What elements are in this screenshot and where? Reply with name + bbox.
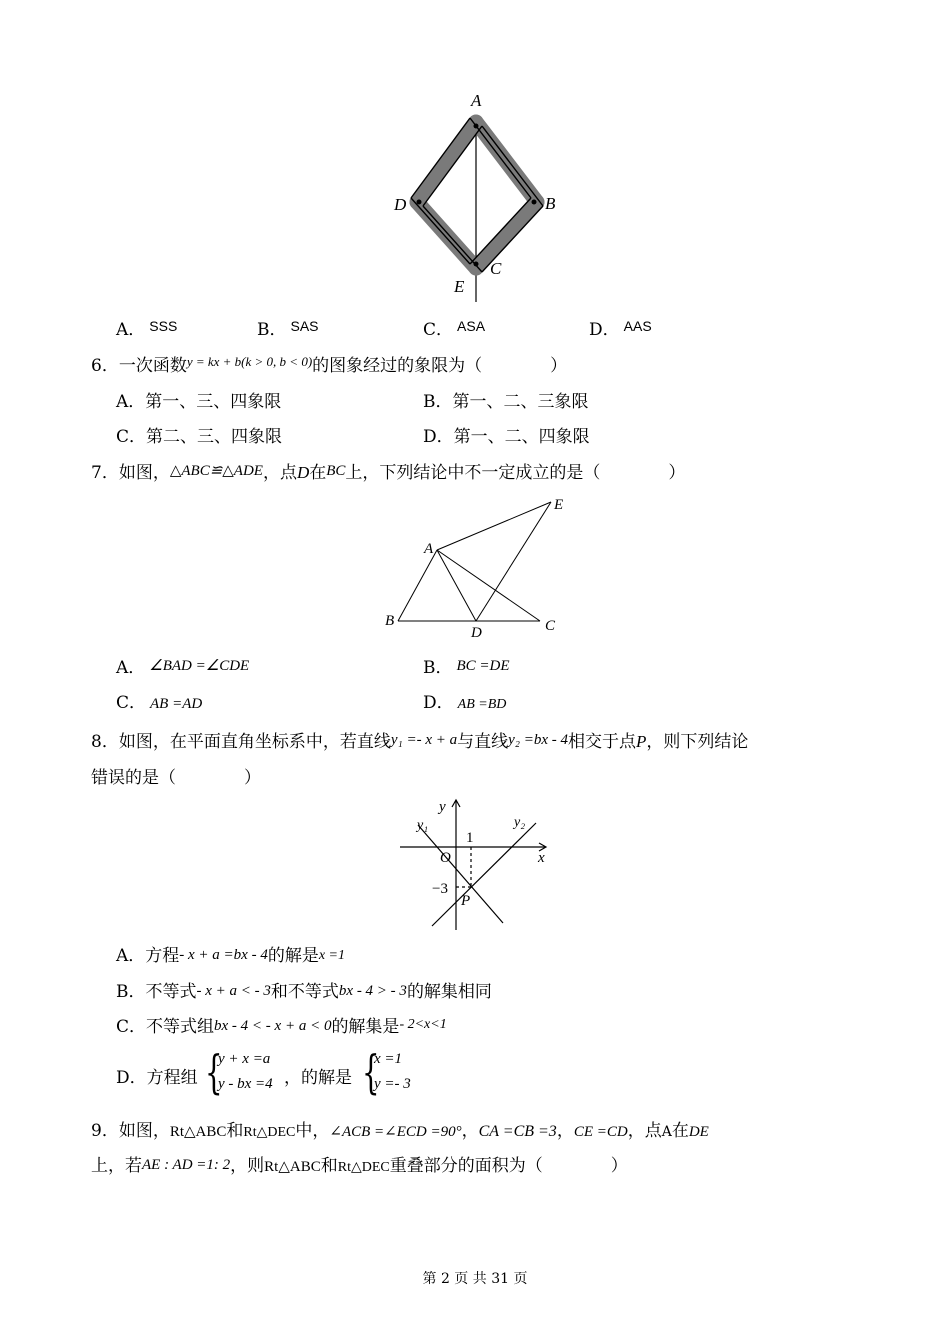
question-6: 6．一次函数$^{y = kx + b(k > 0, b < 0)}$的图象经过的象限为（ ） — [91, 354, 568, 376]
q5-option-d[interactable]: D． $^{AAS}$ — [589, 318, 652, 340]
fig3-label-y2: y₂ — [514, 815, 526, 830]
fig3-tick-neg3: −3 — [432, 881, 448, 897]
q8d-sol2: y =- 3 — [374, 1076, 411, 1092]
q8d-brace-right: { — [362, 1045, 380, 1099]
q6-formula: y = kx + b(k > 0, b < 0) — [186, 354, 313, 369]
q7-option-b[interactable]: B． BC =DE — [423, 658, 510, 678]
fig3-tick-1: 1 — [466, 830, 474, 846]
fig1-label-e: E — [454, 277, 465, 296]
fig3-point-p: P — [461, 893, 471, 909]
q8d-mid-text: ，的解是 — [284, 1068, 352, 1088]
q7-option-a[interactable]: A． ∠BAD =∠CDE — [116, 658, 250, 678]
q8d-brace-left: { — [205, 1045, 223, 1099]
q6-option-d[interactable]: D．第一、二、四象限 — [423, 427, 590, 447]
fig3-label-y1: y₁ — [417, 818, 429, 833]
page-footer: 第 2 页 共 31 页 — [422, 1271, 528, 1287]
coordinate-figure — [395, 795, 560, 935]
fig2-label-c: C — [545, 618, 556, 634]
rhombus-figure — [380, 88, 580, 308]
fig1-label-d: D — [394, 195, 407, 214]
triangle-figure — [380, 490, 580, 640]
fig1-label-b: B — [545, 194, 556, 213]
fig3-origin: O — [440, 850, 451, 866]
q8d-eq1: y + x =a — [218, 1051, 271, 1067]
question-8: 8．如图，在平面直角坐标系中，若直线y₁ =- x + a与直线y₂ =bx - 4相交于点P，则下列结论 — [91, 732, 749, 752]
q8d-sol1: x =1 — [374, 1051, 403, 1067]
q7-option-c[interactable]: C． AB =AD — [116, 693, 203, 713]
fig1-label-a: A — [471, 91, 482, 110]
fig2-label-a: A — [424, 541, 434, 557]
q8-option-b[interactable]: B．不等式- x + a < - 3和不等式bx - 4 > - 3的解集相同 — [116, 982, 492, 1002]
fig2-label-d: D — [471, 625, 482, 640]
q8d-eq2: y - bx =4 — [218, 1076, 273, 1092]
q5-option-c[interactable]: C． $^{ASA}$ — [423, 318, 486, 340]
q6-option-b[interactable]: B．第一、二、三象限 — [423, 392, 589, 412]
q6-option-c[interactable]: C．第二、三、四象限 — [116, 427, 283, 447]
question-7: 7．如图，△ABC≌△ADE，点D在BC上，下列结论中不一定成立的是（ ） — [91, 463, 686, 483]
question-8-line2: 错误的是（ ） — [91, 768, 261, 788]
q8-option-d[interactable]: D．方程组 — [116, 1068, 198, 1088]
question-9: 9．如图，Rt△ABC和Rt△DEC中，∠ACB =∠ECD =90°，CA =CB =3，CE =CD，点A在DE — [91, 1121, 709, 1141]
q7-option-d[interactable]: D． AB =BD — [423, 693, 507, 713]
fig2-label-e: E — [554, 497, 564, 513]
fig1-label-c: C — [490, 259, 502, 278]
q5-option-a[interactable]: A． $^{SSS}$ — [116, 318, 178, 340]
q5-option-b[interactable]: B． $^{SAS}$ — [257, 318, 319, 340]
q6-option-a[interactable]: A．第一、三、四象限 — [116, 392, 282, 412]
fig3-axis-y: y — [439, 799, 446, 815]
question-9-line2: 上，若AE : AD =1: 2，则Rt△ABC和Rt△DEC重叠部分的面积为（ ） — [91, 1156, 628, 1176]
fig3-axis-x: x — [538, 850, 545, 866]
fig2-label-b: B — [385, 613, 395, 629]
q8-option-c[interactable]: C．不等式组bx - 4 < - x + a < 0的解集是$^{- 2<x<1}$ — [116, 1017, 447, 1037]
q8-option-a[interactable]: A．方程- x + a =bx - 4的解是x =1 — [116, 946, 346, 966]
